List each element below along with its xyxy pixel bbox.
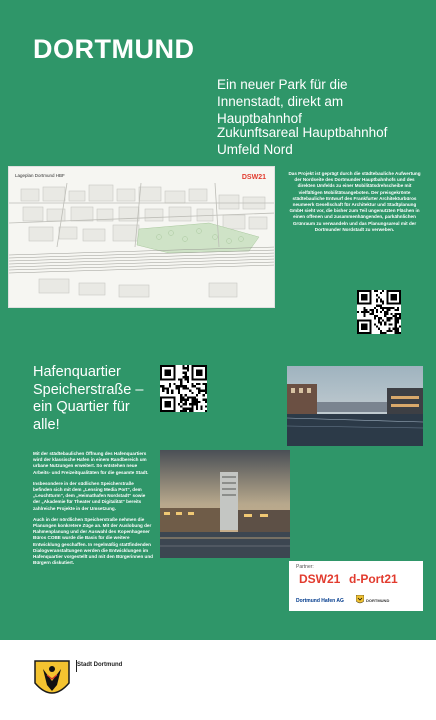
hafen-body-text bbox=[33, 451, 153, 571]
hafen-paragraph: Mit der städtebaulichen Öffnung des Hafenquartiers wird der klassische Hafen in einem Randbereich um urbane Nutzungen erweitert. So entstehen neue Arbeits- und Freizeitqualitäten für die gesamte Stadt. bbox=[33, 451, 149, 475]
qr-code-park[interactable] bbox=[357, 290, 401, 334]
site-plan-drawing bbox=[9, 167, 275, 308]
hafen-heading: Hafenquartier Speicherstraße – ein Quartier für alle! bbox=[33, 364, 144, 433]
hafen-paragraph: Insbesondere in der südlichen Speicherstraße befinden sich mit dem „Lensing Media Port“, dem „Leuchtturm“, dem „Heimathafen Nordstadt“ sowie der „Akademie für Theater und Digitalität“ bereits zahlreiche Projekte in der Umsetzung. bbox=[33, 480, 146, 511]
headline-project: Zukunftsareal Hauptbahnhof Umfeld Nord bbox=[217, 125, 388, 157]
hafen-paragraph: Auch in der nördlichen Speicherstraße nehmen die Planungen konkretere Züge an. Mit der Auslobung der Rahmenplanung und der Auswahl des Kopenhagener Büros COBE wurde die Basis für die weitere Entwicklung geschaffen. In regelmäßig stattfindenden Dialogveranstaltungen werden die Entwicklungen im Hafenquartier vorgestellt und mit den Bürgerinnen und Bürgern diskutiert. bbox=[33, 516, 153, 566]
dortmund-crest-icon bbox=[33, 659, 71, 701]
map-title: Lageplan Dortmund HBF bbox=[15, 173, 65, 178]
harbor-photo bbox=[287, 366, 423, 446]
footer-stadt-dortmund: Stadt Dortmund bbox=[77, 662, 123, 668]
qr-code-icon bbox=[357, 290, 401, 334]
dortmund-hafen-logo: Dortmund Hafen AG bbox=[296, 598, 344, 604]
map-logo-dsw21: DSW21 bbox=[241, 174, 266, 181]
stadt-dortmund-small-logo: DORTMUND bbox=[366, 598, 390, 603]
partner-box bbox=[289, 561, 423, 611]
dsw21-logo: DSW21 bbox=[299, 572, 341, 586]
qr-code-icon bbox=[160, 365, 207, 412]
dport21-logo: d-Port21 bbox=[349, 572, 398, 586]
qr-code-hafen[interactable] bbox=[160, 365, 207, 412]
site-plan-map bbox=[8, 166, 275, 308]
project-description: Das Projekt ist geprägt durch die städtebauliche Aufwertung der Nordseite des Dortmunder Hauptbahnhofs und des direkten Umfelds zu einer Mobilitätsdrehscheibe mit vielfältigen Mobilitätsangeboten. Der preisgekrönte städtebauliche Entwurf des Frankfurter Architekturbüros neumeerk Gesellschaft für Architektur und Stadtplanung GmbH sieht vor, die bisher zum Teil ungenutzten Flächen in einen offenen und zusammenhängenden, parkähnlichen Grünraum zu verwandeln und das Planungsareal mit der Dortmunder Nordstadt zu verweben. bbox=[288, 171, 421, 232]
dortmund-crest-icon bbox=[356, 595, 364, 605]
speicherstrasse-rendering bbox=[160, 450, 290, 558]
headline-park: Ein neuer Park für die Innenstadt, direkt am Hauptbahnhof bbox=[217, 77, 348, 126]
page-title: DORTMUND bbox=[33, 34, 195, 64]
partner-label: Partner: bbox=[296, 564, 314, 570]
